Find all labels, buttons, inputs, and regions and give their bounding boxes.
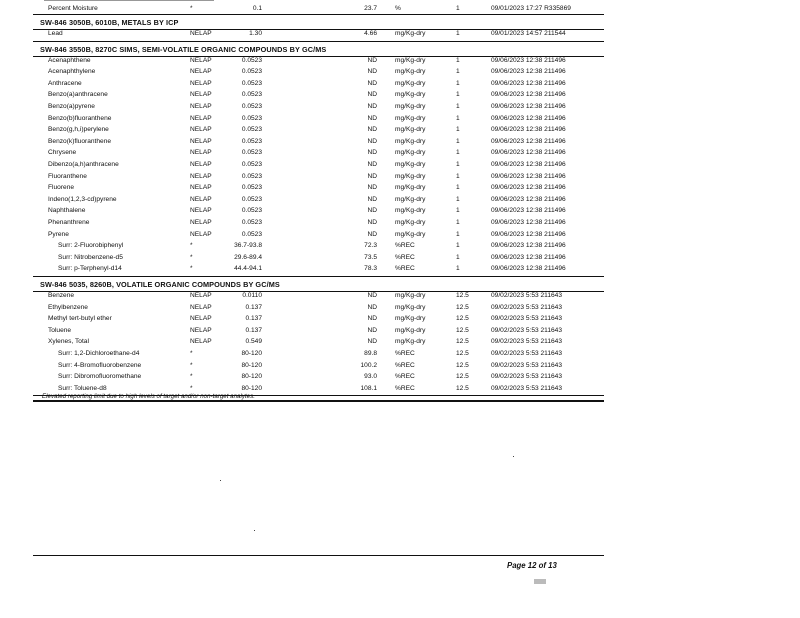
- dilution-factor: 1: [456, 91, 460, 99]
- analysis-date: 09/02/2023 5:53 211643: [491, 315, 563, 323]
- analyte-name: Methyl tert-butyl ether: [48, 315, 112, 323]
- reporting-limit: 0.137: [245, 303, 262, 311]
- result-value: 78.3: [364, 265, 377, 273]
- certification: NELAP: [190, 137, 212, 145]
- analyte-name: Surr: 4-Bromofluorobenzene: [58, 361, 142, 369]
- table-row: [0, 57, 800, 68]
- dilution-factor: 12.5: [456, 361, 469, 369]
- result-value: ND: [367, 103, 377, 110]
- table-row: [0, 184, 800, 195]
- table-row: [0, 292, 800, 303]
- dilution-factor: 12.5: [456, 338, 469, 346]
- analysis-date: 09/06/2023 12:38 211496: [491, 230, 566, 238]
- unit: mg/Kg-dry: [395, 79, 426, 87]
- analysis-date: 09/02/2023 5:53 211643: [491, 361, 563, 369]
- reporting-limit: 0.0523: [241, 161, 262, 168]
- analyte-name: Pyrene: [48, 230, 69, 238]
- certification: NELAP: [190, 207, 212, 215]
- unit: mg/Kg-dry: [395, 103, 426, 110]
- table-row: [0, 315, 800, 326]
- analyte-name: Surr: p-Terphenyl-d14: [58, 265, 122, 273]
- dilution-factor: 12.5: [456, 315, 469, 323]
- reporting-limit: 0.0523: [241, 172, 262, 180]
- certification: *: [190, 242, 193, 250]
- analyte-name: Benzo(b)fluoranthene: [48, 114, 112, 122]
- analysis-date: 09/06/2023 12:38 211496: [491, 207, 566, 215]
- table-row: [0, 68, 800, 79]
- certification: NELAP: [190, 303, 212, 311]
- analyte-name: Surr: 1,2-Dichloroethane-d4: [58, 350, 140, 357]
- analyte-name: Acenaphthylene: [48, 68, 96, 76]
- analysis-date: 09/01/2023 14:57 211544: [491, 30, 566, 37]
- unit: mg/Kg-dry: [395, 149, 426, 157]
- table-row: [0, 173, 800, 184]
- result-value: ND: [367, 326, 377, 334]
- unit: %REC: [395, 242, 415, 250]
- result-value: ND: [367, 303, 377, 311]
- unit: mg/Kg-dry: [395, 207, 426, 215]
- analysis-date: 09/06/2023 12:38 211496: [491, 242, 566, 250]
- unit: mg/Kg-dry: [395, 126, 426, 134]
- unit: mg/Kg-dry: [395, 184, 426, 192]
- reporting-limit: 0.0523: [241, 149, 262, 157]
- analysis-date: 09/06/2023 12:38 211496: [491, 161, 566, 168]
- analysis-date: 09/02/2023 5:53 211643: [491, 350, 563, 357]
- table-row: [0, 30, 800, 41]
- result-value: 100.2: [360, 361, 377, 369]
- analyte-name: Surr: Dibromofluoromethane: [58, 373, 142, 381]
- dilution-factor: 12.5: [456, 303, 469, 311]
- analyte-name: Surr: Nitrobenzene-d5: [58, 253, 123, 261]
- result-value: ND: [367, 56, 377, 64]
- analysis-date: 09/06/2023 12:38 211496: [491, 195, 566, 203]
- unit: mg/Kg-dry: [395, 292, 426, 299]
- certification: NELAP: [190, 195, 212, 203]
- reporting-limit: 44.4-94.1: [234, 265, 262, 273]
- result-value: ND: [367, 207, 377, 215]
- result-value: ND: [367, 315, 377, 323]
- reporting-limit: 80-120: [241, 350, 262, 357]
- result-value: 89.8: [364, 350, 377, 357]
- certification: *: [190, 253, 193, 261]
- result-value: 72.3: [364, 242, 377, 250]
- analysis-date: 09/02/2023 5:53 211643: [491, 292, 563, 299]
- reporting-limit: 1.30: [249, 30, 262, 37]
- unit: mg/Kg-dry: [395, 30, 426, 37]
- reporting-limit: 0.0523: [241, 207, 262, 215]
- dilution-factor: 1: [456, 30, 460, 37]
- dilution-factor: 1: [456, 79, 460, 87]
- page-stamp-mark: [534, 579, 546, 584]
- dilution-factor: 1: [456, 5, 460, 12]
- dilution-factor: 1: [456, 253, 460, 261]
- certification: *: [190, 384, 193, 392]
- analysis-date: 09/06/2023 12:38 211496: [491, 137, 566, 145]
- scan-speck: [513, 456, 514, 457]
- dilution-factor: 12.5: [456, 326, 469, 334]
- dilution-factor: 1: [456, 126, 460, 134]
- unit: %REC: [395, 384, 415, 392]
- analyte-name: Lead: [48, 30, 63, 37]
- certification: NELAP: [190, 126, 212, 134]
- result-value: ND: [367, 126, 377, 134]
- analysis-date: 09/06/2023 12:38 211496: [491, 149, 566, 157]
- page-number: Page 12 of 13: [507, 561, 557, 570]
- unit: mg/Kg-dry: [395, 219, 426, 226]
- result-value: 73.5: [364, 253, 377, 261]
- analyte-name: Benzene: [48, 292, 75, 299]
- section-title: SW-846 3550B, 8270C SIMS, SEMI-VOLATILE ORGANIC COMPOUNDS BY GC/MS: [40, 44, 327, 54]
- analysis-date: 09/02/2023 5:53 211643: [491, 384, 563, 392]
- analysis-date: 09/06/2023 12:38 211496: [491, 79, 566, 87]
- table-bottom-rule: [33, 400, 604, 402]
- row-rule: [33, 14, 604, 15]
- analysis-date: 09/06/2023 12:38 211496: [491, 103, 566, 110]
- unit: %REC: [395, 350, 415, 357]
- analysis-date: 09/02/2023 5:53 211643: [491, 338, 563, 346]
- analyte-name: Chrysene: [48, 149, 77, 157]
- dilution-factor: 1: [456, 265, 460, 273]
- reporting-limit: 0.0523: [241, 68, 262, 76]
- analyte-name: Percent Moisture: [48, 5, 98, 12]
- unit: mg/Kg-dry: [395, 195, 426, 203]
- certification: NELAP: [190, 161, 212, 168]
- unit: mg/Kg-dry: [395, 230, 426, 238]
- table-row: [0, 207, 800, 218]
- reporting-limit: 0.0523: [241, 103, 262, 110]
- analyte-name: Ethylbenzene: [48, 303, 88, 311]
- result-value: 108.1: [360, 384, 377, 392]
- unit: %: [395, 5, 401, 12]
- reporting-limit: 0.0523: [241, 137, 262, 145]
- analyte-name: Toluene: [48, 326, 72, 334]
- unit: mg/Kg-dry: [395, 326, 426, 334]
- unit: mg/Kg-dry: [395, 114, 426, 122]
- certification: NELAP: [190, 149, 212, 157]
- section-title: SW-846 5035, 8260B, VOLATILE ORGANIC COMPOUNDS BY GC/MS: [40, 280, 280, 289]
- table-row: [0, 196, 800, 207]
- analysis-date: 09/06/2023 12:38 211496: [491, 126, 566, 134]
- dilution-factor: 1: [456, 56, 460, 64]
- reporting-limit: 0.0523: [241, 126, 262, 134]
- unit: mg/Kg-dry: [395, 172, 426, 180]
- unit: mg/Kg-dry: [395, 56, 426, 64]
- reporting-limit: 0.0523: [241, 79, 262, 87]
- reporting-limit: 0.0523: [241, 219, 262, 226]
- reporting-limit: 0.1: [252, 5, 262, 12]
- dilution-factor: 1: [456, 207, 460, 215]
- dilution-factor: 1: [456, 172, 460, 180]
- table-row: [0, 304, 800, 315]
- result-value: ND: [367, 68, 377, 76]
- analyte-name: Benzo(a)pyrene: [48, 103, 95, 110]
- analyte-name: Dibenzo(a,h)anthracene: [48, 161, 119, 168]
- certification: NELAP: [190, 30, 212, 37]
- reporting-limit: 36.7-93.8: [234, 242, 262, 250]
- analyte-name: Naphthalene: [48, 207, 86, 215]
- analyte-name: Surr: Toluene-d8: [58, 384, 107, 392]
- reporting-limit: 0.0523: [241, 184, 262, 192]
- surrogate-row: [0, 362, 800, 373]
- table-row: [0, 161, 800, 172]
- result-value: ND: [367, 219, 377, 226]
- result-value: ND: [367, 79, 377, 87]
- section-title: SW-846 3050B, 6010B, METALS BY ICP: [40, 18, 179, 27]
- certification: NELAP: [190, 79, 212, 87]
- analysis-date: 09/06/2023 12:38 211496: [491, 184, 566, 192]
- dilution-factor: 1: [456, 161, 460, 168]
- scan-speck: [220, 480, 221, 481]
- unit: mg/Kg-dry: [395, 137, 426, 145]
- analyte-name: Fluoranthene: [48, 172, 87, 180]
- surrogate-row: [0, 242, 800, 253]
- unit: %REC: [395, 253, 415, 261]
- result-value: ND: [367, 230, 377, 238]
- section-end-rule: [33, 41, 604, 42]
- analysis-date: 09/02/2023 5:53 211643: [491, 303, 563, 311]
- unit: mg/Kg-dry: [395, 303, 426, 311]
- table-row: [0, 80, 800, 91]
- dilution-factor: 1: [456, 114, 460, 122]
- result-value: ND: [367, 195, 377, 203]
- result-value: 93.0: [364, 373, 377, 381]
- reporting-limit: 80-120: [241, 361, 262, 369]
- section-end-rule: [33, 276, 604, 277]
- certification: NELAP: [190, 326, 212, 334]
- dilution-factor: 1: [456, 230, 460, 238]
- analysis-date: 09/02/2023 5:53 211643: [491, 373, 563, 381]
- dilution-factor: 1: [456, 195, 460, 203]
- surrogate-row: [0, 373, 800, 384]
- reporting-limit: 0.137: [245, 315, 262, 323]
- table-row: [0, 115, 800, 126]
- result-value: ND: [367, 137, 377, 145]
- result-value: ND: [367, 172, 377, 180]
- footer-rule: [33, 555, 604, 556]
- unit: %REC: [395, 373, 415, 381]
- analysis-date: 09/06/2023 12:38 211496: [491, 68, 566, 76]
- reporting-limit: 0.0523: [241, 56, 262, 64]
- table-row: [0, 138, 800, 149]
- dilution-factor: 1: [456, 68, 460, 76]
- table-row: [0, 103, 800, 114]
- analyte-name: Benzo(g,h,i)perylene: [48, 126, 109, 134]
- certification: NELAP: [190, 338, 212, 346]
- dilution-factor: 1: [456, 219, 460, 226]
- analysis-date: 09/06/2023 12:38 211496: [491, 265, 566, 273]
- analyte-name: Fluorene: [48, 184, 75, 192]
- dilution-factor: 1: [456, 103, 460, 110]
- dilution-factor: 1: [456, 137, 460, 145]
- analysis-date: 09/02/2023 5:53 211643: [491, 326, 563, 334]
- certification: NELAP: [190, 184, 212, 192]
- analysis-date: 09/06/2023 12:38 211496: [491, 91, 566, 99]
- reporting-limit: 80-120: [241, 373, 262, 381]
- result-value: ND: [367, 149, 377, 157]
- table-row: [0, 91, 800, 102]
- dilution-factor: 12.5: [456, 373, 469, 381]
- analyte-name: Benzo(k)fluoranthene: [48, 137, 112, 145]
- table-row: [0, 338, 800, 349]
- certification: NELAP: [190, 230, 212, 238]
- table-row: [0, 327, 800, 338]
- analyte-name: Benzo(a)anthracene: [48, 91, 108, 99]
- certification: *: [190, 361, 193, 369]
- analyte-name: Acenaphthene: [48, 56, 91, 64]
- surrogate-row: [0, 254, 800, 265]
- certification: *: [190, 350, 193, 357]
- result-value: ND: [367, 91, 377, 99]
- certification: NELAP: [190, 68, 212, 76]
- reporting-limit: 0.549: [245, 338, 262, 346]
- dilution-factor: 1: [456, 242, 460, 250]
- analysis-date: 09/06/2023 12:38 211496: [491, 219, 566, 226]
- dilution-factor: 12.5: [456, 384, 469, 392]
- analyte-name: Surr: 2-Fluorobiphenyl: [58, 242, 124, 250]
- certification: NELAP: [190, 103, 212, 110]
- analysis-date: 09/06/2023 12:38 211496: [491, 253, 566, 261]
- table-row: [0, 231, 800, 242]
- surrogate-row: [0, 350, 800, 361]
- unit: %REC: [395, 361, 415, 369]
- result-value: ND: [367, 161, 377, 168]
- scan-speck: [254, 530, 255, 531]
- certification: NELAP: [190, 172, 212, 180]
- analysis-date: 09/06/2023 12:38 211496: [491, 114, 566, 122]
- unit: mg/Kg-dry: [395, 338, 426, 346]
- cropped-heading-fragment: [44, 0, 214, 1]
- reporting-limit: 0.0110: [242, 292, 262, 299]
- analysis-date: 09/01/2023 17:27 R335869: [491, 5, 571, 12]
- analysis-date: 09/06/2023 12:38 211496: [491, 172, 566, 180]
- result-value: ND: [367, 114, 377, 122]
- unit: mg/Kg-dry: [395, 91, 426, 99]
- reporting-limit: 0.137: [245, 326, 262, 334]
- reporting-limit: 0.0523: [241, 91, 262, 99]
- analyte-name: Xylenes, Total: [48, 338, 89, 346]
- dilution-factor: 1: [456, 184, 460, 192]
- surrogate-row: [0, 265, 800, 276]
- certification: NELAP: [190, 292, 212, 299]
- analyte-name: Phenanthrene: [48, 219, 90, 226]
- certification: NELAP: [190, 56, 212, 64]
- reporting-limit: 0.0523: [241, 230, 262, 238]
- certification: NELAP: [190, 114, 212, 122]
- unit: %REC: [395, 265, 415, 273]
- dilution-factor: 12.5: [456, 350, 469, 357]
- certification: NELAP: [190, 315, 212, 323]
- unit: mg/Kg-dry: [395, 161, 426, 168]
- certification: *: [190, 265, 193, 273]
- analyte-name: Indeno(1,2,3-cd)pyrene: [48, 195, 117, 203]
- reporting-limit: 29.6-89.4: [234, 253, 262, 261]
- dilution-factor: 1: [456, 149, 460, 157]
- reporting-limit: 80-120: [241, 384, 262, 392]
- table-row: [0, 149, 800, 160]
- result-value: ND: [367, 338, 377, 346]
- result-value: ND: [367, 184, 377, 192]
- reporting-limit: 0.0523: [241, 114, 262, 122]
- unit: mg/Kg-dry: [395, 68, 426, 76]
- analysis-date: 09/06/2023 12:38 211496: [491, 56, 566, 64]
- analyte-name: Anthracene: [48, 79, 82, 87]
- certification: NELAP: [190, 91, 212, 99]
- table-row: [0, 126, 800, 137]
- result-value: 4.66: [364, 30, 377, 37]
- unit: mg/Kg-dry: [395, 315, 426, 323]
- dilution-factor: 12.5: [456, 292, 469, 299]
- table-row: [0, 219, 800, 230]
- result-value: ND: [367, 292, 377, 299]
- footnote: Elevated reporting limit due to high levels of target and/or non-target analytes.: [42, 393, 255, 400]
- certification: NELAP: [190, 219, 212, 226]
- result-value: 23.7: [364, 5, 377, 12]
- certification: *: [190, 5, 193, 12]
- reporting-limit: 0.0523: [241, 195, 262, 203]
- certification: *: [190, 373, 193, 381]
